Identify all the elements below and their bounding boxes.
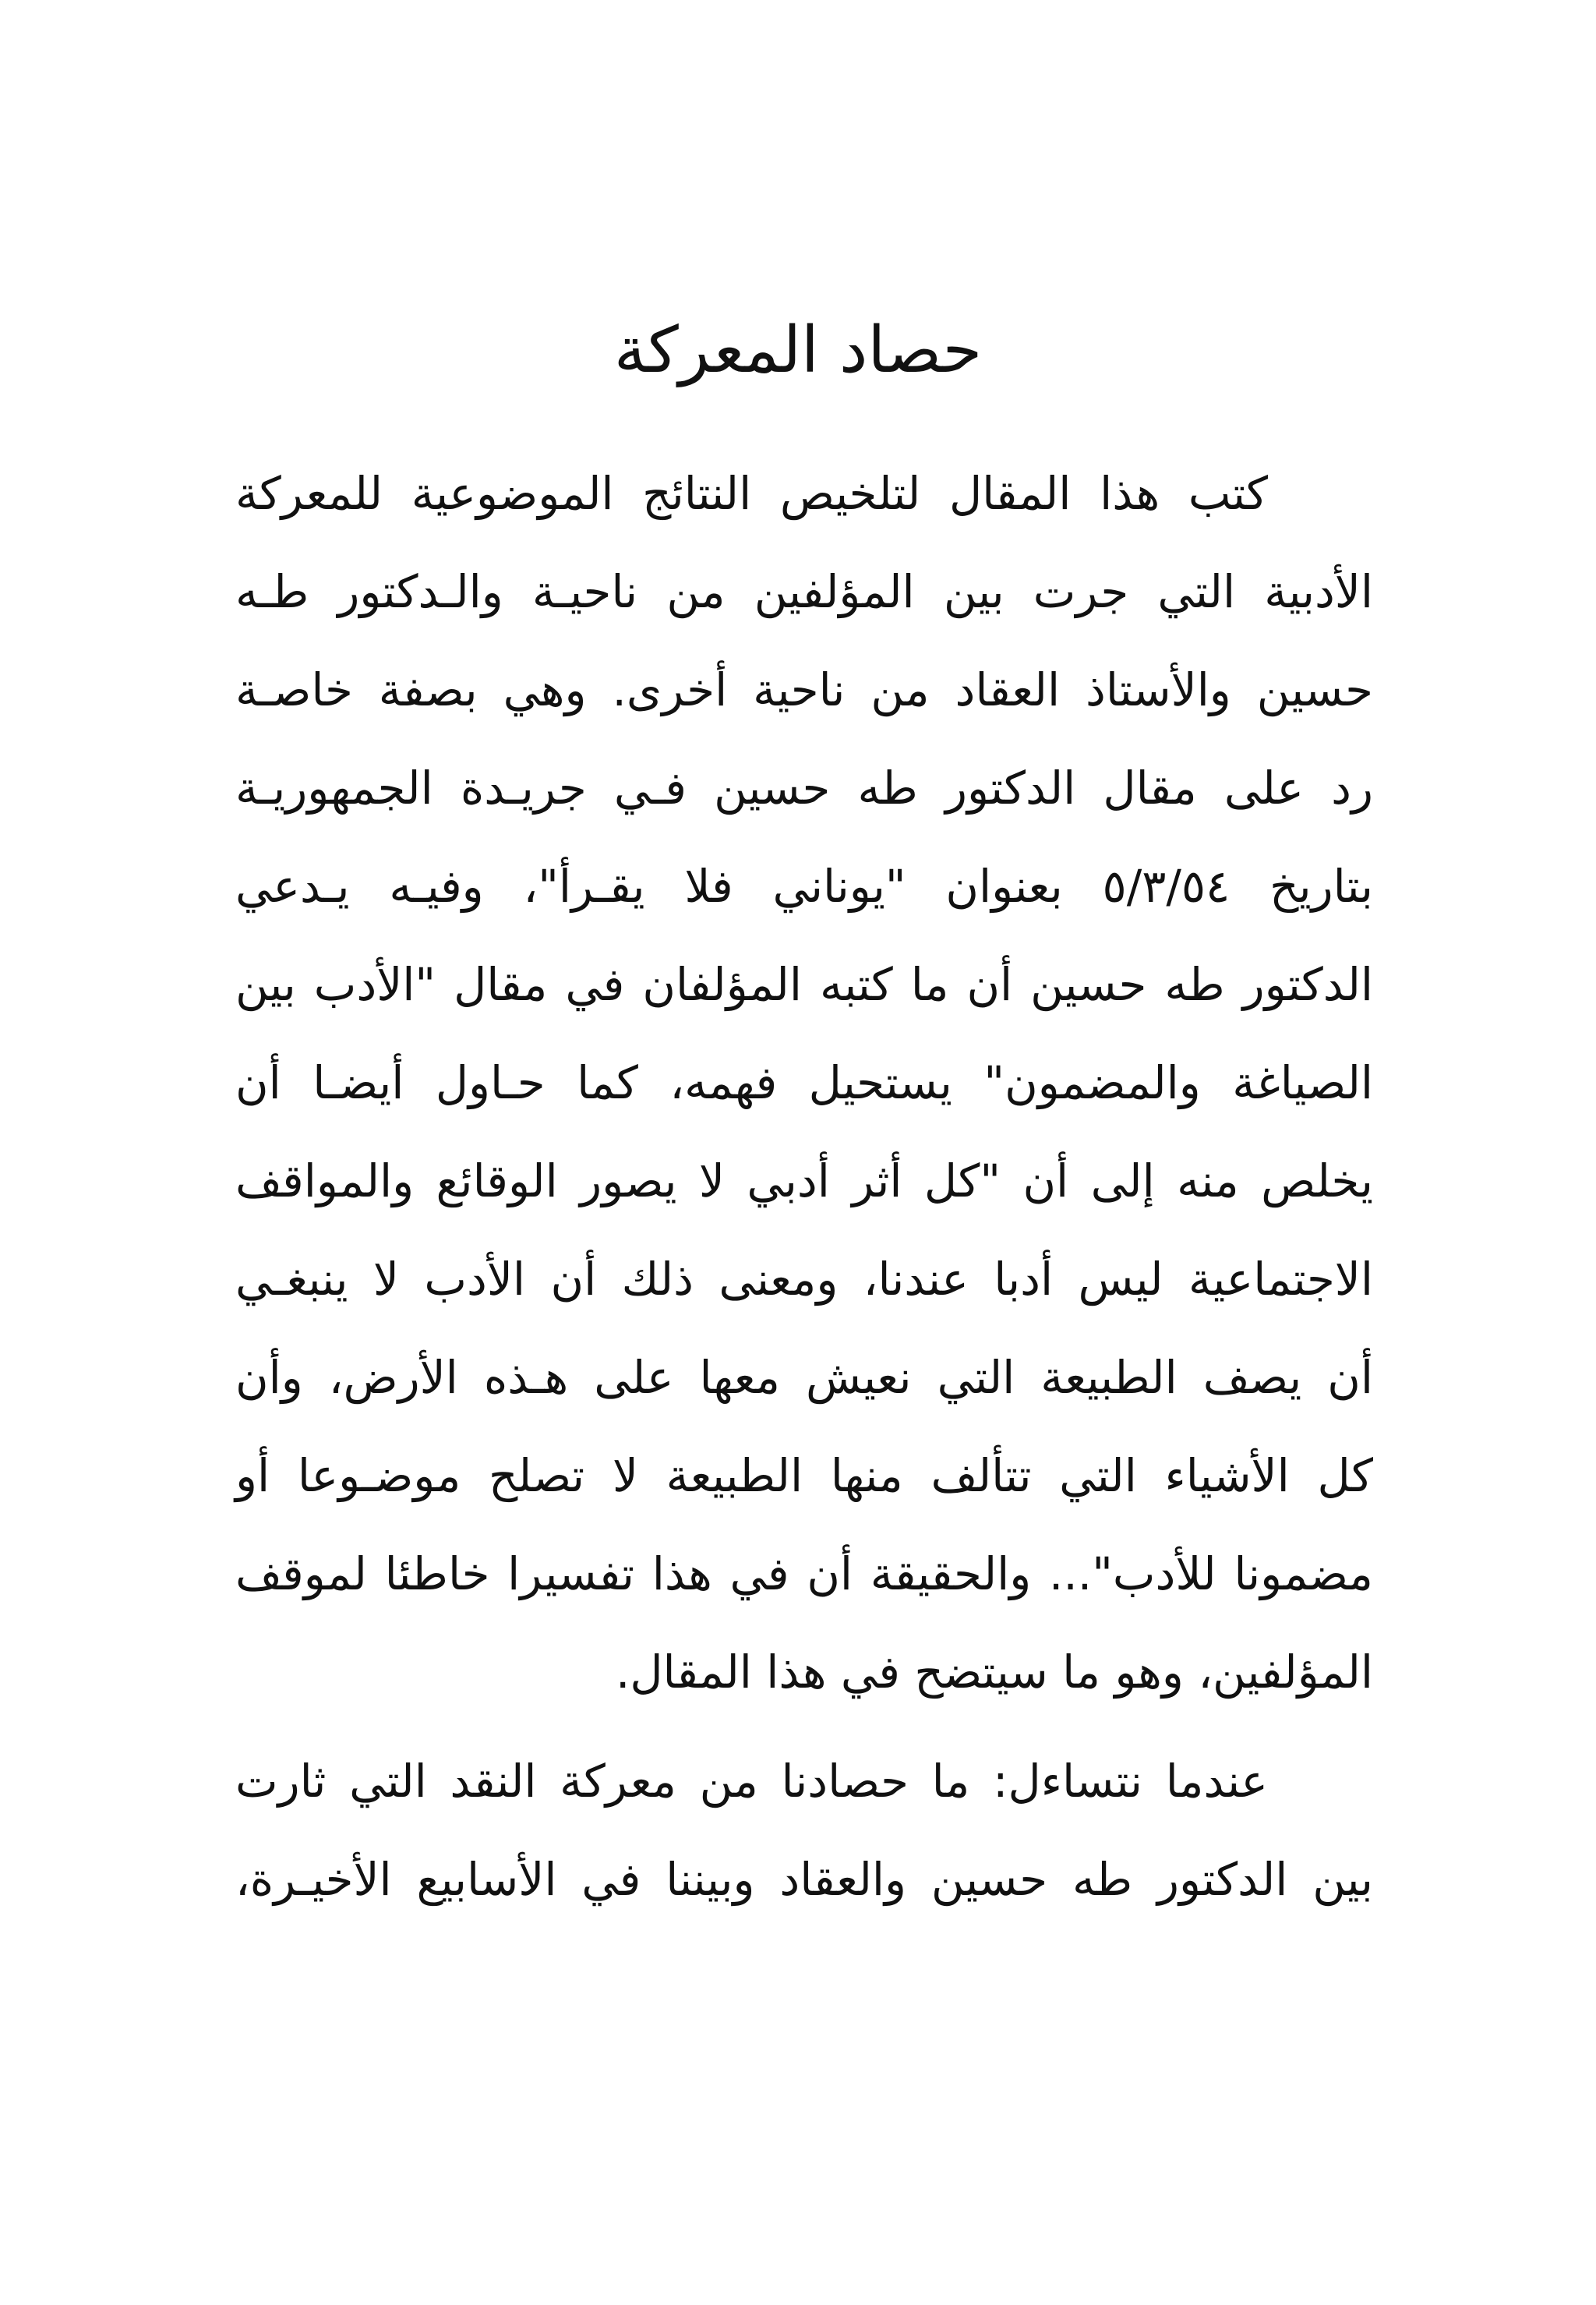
text-line: مضمونا للأدب"... والحقيقة أن في هذا تفسيرا خاطئا لموقف xyxy=(235,1547,1373,1600)
text-line: الصياغة والمضمون" يستحيل فهمه، كما حـاول أيضـا أن xyxy=(235,1056,1373,1109)
text-line: بين الدكتور طه حسين والعقاد وبيننا في الأسابيع الأخيـرة، xyxy=(235,1853,1373,1906)
text-line: يخلص منه إلى أن "كل أثر أدبي لا يصور الوقائع والمواقف xyxy=(235,1154,1373,1207)
text-line: كل الأشياء التي تتألف منها الطبيعة لا تصلح موضـوعا أو xyxy=(235,1449,1373,1502)
paragraph-2 xyxy=(235,1732,1373,1928)
text-line: حسين والأستاذ العقاد من ناحية أخرى. وهي بصفة خاصـة xyxy=(235,663,1373,716)
text-line: الدكتور طه حسين أن ما كتبه المؤلفان في مقال "الأدب بين xyxy=(235,958,1373,1011)
page-title: حصاد المعركة xyxy=(613,313,983,387)
text-line: الاجتماعية ليس أدبا عندنا، ومعنى ذلك أن الأدب لا ينبغـي xyxy=(235,1253,1373,1306)
text-line: عندما نتساءل: ما حصادنا من معركة النقد التي ثارت xyxy=(235,1755,1268,1808)
paragraph-spacer xyxy=(235,1721,1373,1732)
text-line: كتب هذا المقال لتلخيص النتائج الموضوعية للمعركة xyxy=(235,467,1268,520)
text-line: المؤلفين، وهو ما سيتضح في هذا المقال. xyxy=(615,1646,1373,1699)
article-body xyxy=(235,444,1373,1928)
text-line: الأدبية التي جرت بين المؤلفين من ناحيـة والـدكتور طـه xyxy=(235,565,1373,618)
paragraph-1 xyxy=(235,444,1373,1721)
text-line: بتاريخ ٥/٣/٥٤ بعنوان "يوناني فلا يقـرأ"، وفيـه يـدعي xyxy=(235,860,1373,913)
text-line: أن يصف الطبيعة التي نعيش معها على هـذه الأرض، وأن xyxy=(235,1351,1373,1404)
text-line: رد على مقال الدكتور طه حسين فـي جريـدة الجمهوريـة xyxy=(235,762,1373,815)
